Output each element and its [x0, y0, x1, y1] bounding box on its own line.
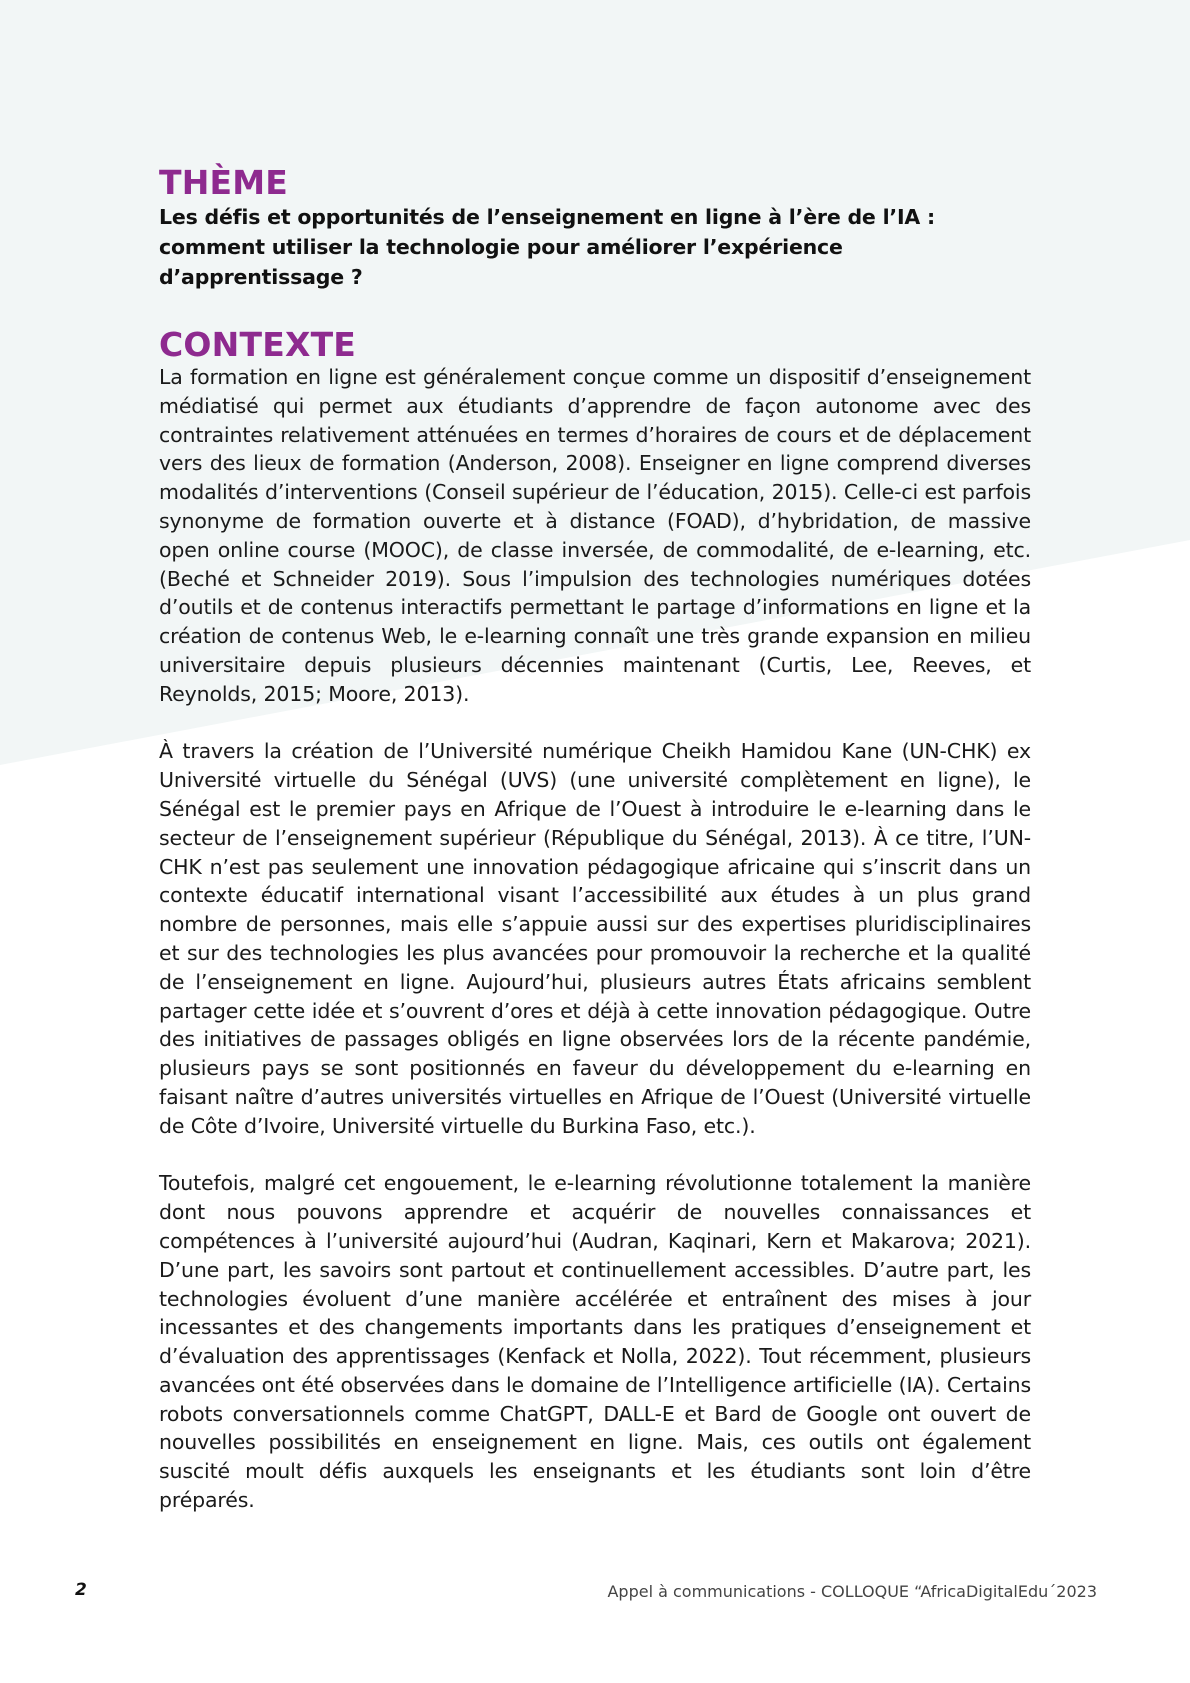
page-number: 2	[75, 1580, 87, 1600]
theme-heading: THÈME	[159, 163, 289, 202]
context-paragraph: La formation en ligne est généralement conçue comme un dispositif d’enseignement médiatisé qui permet aux étudiants d’apprendre de façon autonome avec des contraintes relativement atténuées en termes d’horaires de cours et de déplacement vers des lieux de formation (Anderson, 2008). Enseigner en ligne comprend diverses modalités d’interventions (Conseil supérieur de l’éducation, 2015). Celle-ci est parfois synonyme de formation ouverte et à distance (FOAD), d’hybridation, de massive open online course (MOOC), de classe inversée, de commodalité, de e-learning, etc. (Beché et Schneider 2019). Sous l’impulsion des technologies numériques dotées d’outils et de contenus interactifs permettant le partage d’informations en ligne et la création de contenus Web, le e-learning connaît une très grande expansion en milieu universitaire depuis plusieurs décennies maintenant (Curtis, Lee, Reeves, et Reynolds, 2015; Moore, 2013).	[159, 365, 1031, 706]
footer-caption: Appel à communications - COLLOQUE “AfricaDigitalEdu´2023	[607, 1582, 1097, 1601]
context-paragraph: À travers la création de l’Université numérique Cheikh Hamidou Kane (UN-CHK) ex Université virtuelle du Sénégal (UVS) (une université complètement en ligne), le Sénégal est le premier pays en Afrique de l’Ouest à introduire le e-learning dans le secteur de l’enseignement supérieur (République du Sénégal, 2013). À ce titre, l’UN-CHK n’est pas seulement une innovation pédagogique africaine qui s’inscrit dans un contexte éducatif international visant l’accessibilité aux études à un plus grand nombre de personnes, mais elle s’appuie aussi sur des expertises pluridisciplinaires et sur des technologies les plus avancées pour promouvoir la recherche et la qualité de l’enseignement en ligne. Aujourd’hui, plusieurs autres États africains semblent partager cette idée et s’ouvrent d’ores et déjà à cette innovation pédagogique. Outre des initiatives de passages obligés en ligne observées lors de la récente pandémie, plusieurs pays se sont positionnés en faveur du développement du e-learning en faisant naître d’autres universités virtuelles en Afrique de l’Ouest (Université virtuelle de Côte d’Ivoire, Université virtuelle du Burkina Faso, etc.).	[159, 739, 1031, 1138]
context-heading: CONTEXTE	[159, 325, 357, 364]
page-content	[159, 165, 1031, 1515]
context-paragraph: Toutefois, malgré cet engouement, le e-learning révolutionne totalement la manière dont nous pouvons apprendre et acquérir de nouvelles connaissances et compétences à l’université aujourd’hui (Audran, Kaqinari, Kern et Makarova; 2021). D’une part, les savoirs sont partout et continuellement accessibles. D’autre part, les technologies évoluent d’une manière accélérée et entraînent des mises à jour incessantes et des changements importants dans les pratiques d’enseignement et d’évaluation des apprentissages (Kenfack et Nolla, 2022). Tout récemment, plusieurs avancées ont été observées dans le domaine de l’Intelligence artificielle (IA). Certains robots conversationnels comme ChatGPT, DALL-E et Bard de Google ont ouvert de nouvelles possibilités en enseignement en ligne. Mais, ces outils ont également suscité moult défis auxquels les enseignants et les étudiants sont loin d’être préparés.	[159, 1171, 1031, 1513]
theme-subtitle: Les défis et opportunités de l’enseignement en ligne à l’ère de l’IA : comment utiliser la technologie pour améliorer l’expérience d’apprentissage ?	[159, 205, 936, 289]
